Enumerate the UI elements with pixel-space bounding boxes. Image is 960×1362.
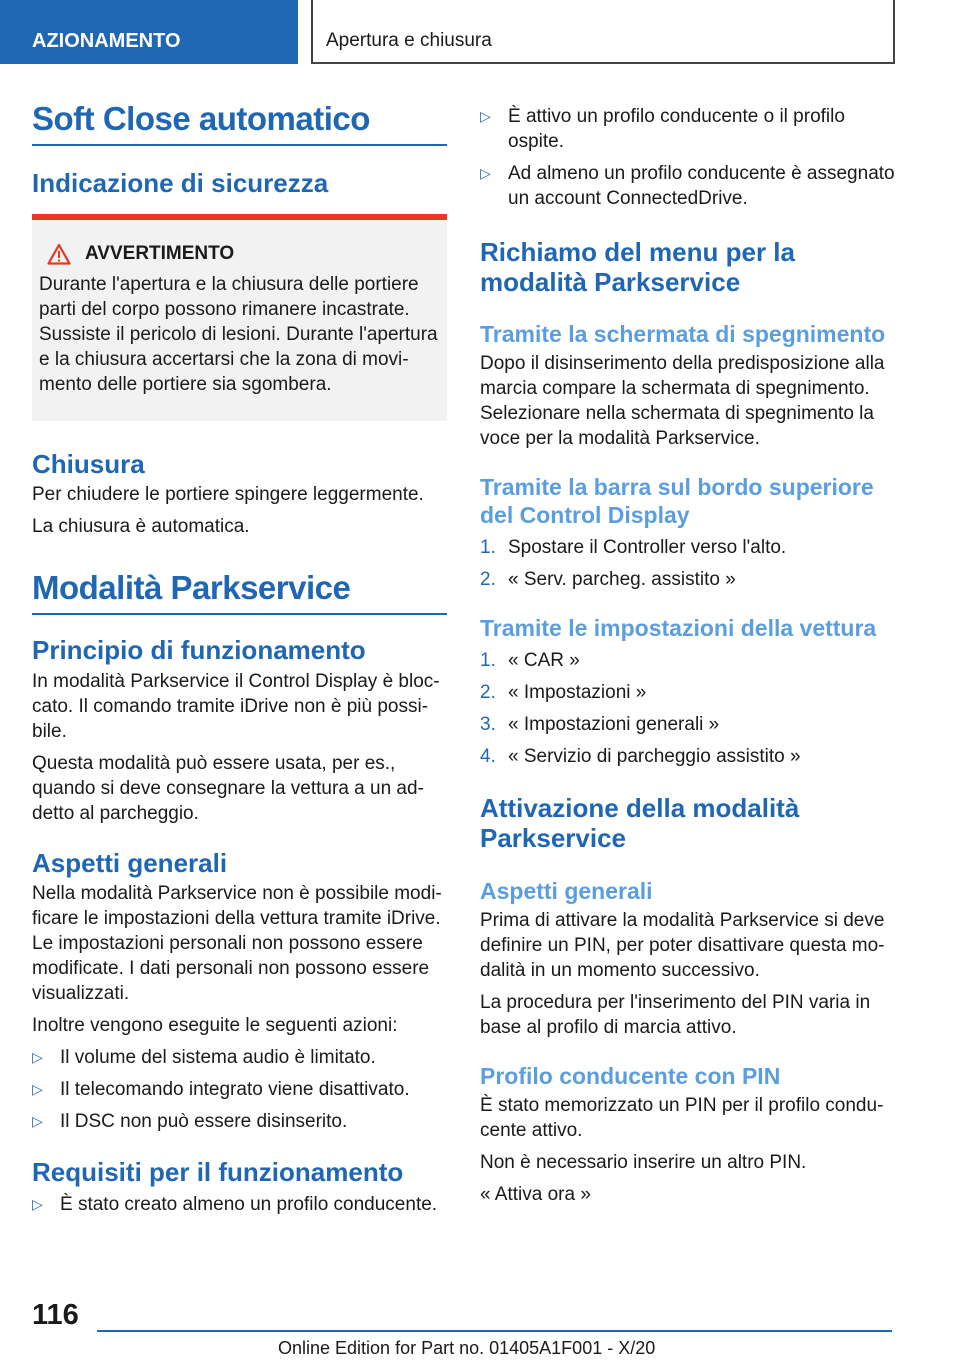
list-item — [480, 104, 895, 154]
heading-safety-note: Indicazione di sicurezza — [32, 168, 329, 198]
triangle-bullet-icon: ▷ — [480, 165, 491, 181]
principle-paragraph-2: Questa modalità può essere usata, per es., quando si deve consegnare la vettura a un addetto al parcheggio. — [32, 753, 424, 824]
triangle-bullet-icon: ▷ — [480, 108, 491, 124]
list-item-text: « CAR » — [508, 650, 580, 671]
list-item — [480, 680, 895, 705]
closing-paragraph-2: La chiusura è automatica. — [32, 516, 250, 537]
triangle-bullet-icon: ▷ — [32, 1081, 43, 1097]
list-item-text: Il volume del sistema audio è limitato. — [60, 1047, 376, 1068]
list-item — [32, 1192, 447, 1217]
heading-closing: Chiusura — [32, 449, 145, 479]
list-item — [480, 712, 895, 737]
list-item — [32, 1045, 447, 1070]
heading-parkservice: Modalità Parkservice — [32, 569, 447, 615]
warning-title — [47, 242, 439, 266]
list-item-text: « Servizio di parcheggio assistito » — [508, 746, 801, 767]
warning-text: Durante l'apertura e la chiusura delle portiere parti del corpo possono rimanere incastrate. Sussiste il pericolo di lesioni. Durante l'apertura e la chiusura accertarsi che la zona di movimento delle portiere sia sgombera. — [39, 274, 438, 395]
subheading-top-bar: Tramite la barra sul bordo superiore del Control Display — [480, 474, 874, 528]
profile-paragraph-2: Non è necessario inserire un altro PIN. — [480, 1152, 807, 1173]
heading-requirements: Requisiti per il funzionamento — [32, 1157, 404, 1187]
heading-soft-close: Soft Close automatico — [32, 100, 447, 146]
list-item-text: « Impostazioni generali » — [508, 714, 720, 735]
footer-edition: Online Edition for Part no. 01405A1F001 - X/20 — [278, 1338, 656, 1358]
shutdown-screen-paragraph: Dopo il disinserimento della predisposizione alla marcia compare la schermata di spegnimento. Selezionare nella schermata di spegnimento la voce per la modalità Parkservice. — [480, 353, 885, 449]
subheading-vehicle-settings: Tramite le impostazioni della vettura — [480, 615, 877, 641]
triangle-bullet-icon: ▷ — [32, 1113, 43, 1129]
triangle-bullet-icon: ▷ — [32, 1196, 43, 1212]
step-number: 1. — [480, 650, 496, 671]
list-item-text: È stato creato almeno un profilo conducente. — [60, 1194, 438, 1215]
step-number: 2. — [480, 569, 496, 590]
step-number: 4. — [480, 746, 496, 767]
closing-paragraph-1: Per chiudere le portiere spingere leggermente. — [32, 484, 424, 505]
footer-divider — [97, 1330, 892, 1332]
heading-principle: Principio di funzionamento — [32, 635, 366, 665]
list-item-text: Il telecomando integrato viene disattivato. — [60, 1079, 410, 1100]
heading-general-aspects: Aspetti generali — [32, 848, 228, 878]
list-item-text: « Serv. parcheg. assistito » — [508, 569, 736, 590]
list-item — [480, 744, 895, 769]
subheading-shutdown-screen: Tramite la schermata di spegnimento — [480, 321, 886, 347]
activation-paragraph-2: La procedura per l'inserimento del PIN varia in base al profilo di marcia attivo. — [480, 992, 871, 1038]
warning-triangle-icon — [47, 243, 71, 265]
profile-paragraph-1: È stato memorizzato un PIN per il profilo conducente attivo. — [480, 1095, 884, 1141]
list-item — [480, 567, 895, 592]
section-tab: AZIONAMENTO — [0, 0, 298, 64]
list-item-text: Ad almeno un profilo conducente è assegnato un account ConnectedDrive. — [508, 163, 895, 209]
right-column — [480, 104, 895, 1207]
profile-paragraph-3: « Attiva ora » — [480, 1184, 591, 1205]
heading-activation: Attivazione della modalità Parkservice — [480, 793, 800, 853]
list-item-text: Spostare il Controller verso l'alto. — [508, 537, 787, 558]
list-item — [480, 648, 895, 673]
activation-paragraph-1: Prima di attivare la modalità Parkservice si deve definire un PIN, per poter disattivare questa modalità in un momento successivo. — [480, 910, 885, 981]
warning-title-text: AVVERTIMENTO — [85, 243, 235, 264]
heading-menu-call: Richiamo del menu per la modalità Parkservice — [480, 237, 795, 297]
step-number: 3. — [480, 714, 496, 735]
step-number: 1. — [480, 537, 496, 558]
page-number: 116 — [32, 1299, 79, 1331]
subheading-driver-profile-pin: Profilo conducente con PIN — [480, 1063, 781, 1089]
list-item — [32, 1077, 447, 1102]
general-aspects-paragraph-1: Nella modalità Parkservice non è possibile modificare le impostazioni della vettura tramite iDrive. Le impostazioni personali non possono essere modificate. I dati personali non possono essere visualizzati. — [32, 883, 442, 1004]
list-item-text: Il DSC non può essere disinserito. — [60, 1111, 348, 1132]
left-column — [32, 100, 447, 1217]
list-item-text: È attivo un profilo conducente o il profilo ospite. — [508, 106, 845, 152]
warning-box — [32, 214, 447, 421]
list-item — [480, 535, 895, 560]
principle-paragraph-1: In modalità Parkservice il Control Display è bloccato. Il comando tramite iDrive non è più possibile. — [32, 671, 440, 742]
step-number: 2. — [480, 682, 496, 703]
list-item — [480, 161, 895, 211]
general-aspects-paragraph-2: Inoltre vengono eseguite le seguenti azioni: — [32, 1015, 398, 1036]
triangle-bullet-icon: ▷ — [32, 1049, 43, 1065]
list-item — [32, 1109, 447, 1134]
subheading-general-aspects: Aspetti generali — [480, 878, 653, 904]
chapter-title: Apertura e chiusura — [311, 0, 895, 64]
list-item-text: « Impostazioni » — [508, 682, 647, 703]
